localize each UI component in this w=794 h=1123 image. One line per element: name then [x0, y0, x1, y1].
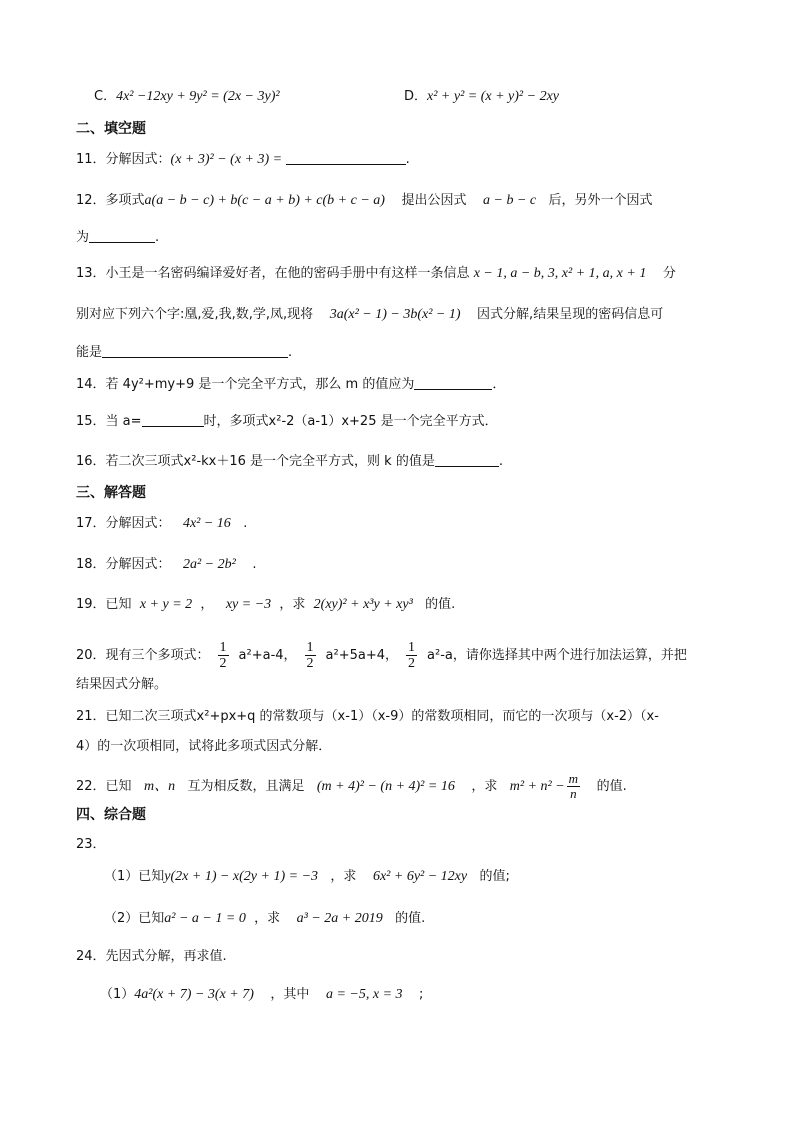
math-expression: 4x² −12xy + 9y² = (2x − 3y)² — [116, 89, 280, 104]
question-text: 23． — [76, 837, 106, 852]
section-heading: 二、填空题 — [76, 121, 146, 137]
question-text: ， — [192, 597, 226, 612]
text-line — [76, 150, 410, 169]
question-text: 的值. — [382, 911, 426, 926]
text-line — [76, 412, 498, 431]
question-text: 后，另外一个因式 — [536, 193, 653, 208]
q20-fraction-3 — [406, 640, 417, 671]
math-expression: y(2x + 1) − x(2y + 1) = −3 — [164, 869, 319, 884]
q20-fraction-2 — [305, 640, 316, 671]
math-expression: 2(xy)² + x³y + xy³ — [313, 597, 413, 612]
question-text: ; — [402, 987, 424, 1002]
text-line — [76, 484, 146, 503]
math-expression: 3a(x² − 1) − 3b(x² − 1) — [329, 307, 461, 322]
text-line — [76, 375, 505, 394]
text-line — [76, 708, 659, 726]
q22-mid2: ，求 — [454, 778, 510, 794]
section-heading: 三、解答题 — [76, 485, 146, 501]
answer-blank — [414, 375, 492, 390]
text-line — [76, 836, 106, 854]
question-text: 18．分解因式： — [76, 557, 183, 572]
text-line — [76, 738, 331, 756]
text-line — [100, 986, 423, 1004]
text-line — [76, 228, 159, 247]
math-expression: x + y = 2 — [139, 597, 193, 612]
text-line — [76, 556, 256, 574]
text-line — [76, 806, 146, 825]
math-expression: a³ − 2a + 2019 — [296, 911, 383, 926]
math-expression: a(a − b − c) + b(c − a + b) + c(b + c − a) — [144, 193, 385, 208]
text-line — [76, 192, 653, 210]
question-text: 17．分解因式： — [76, 516, 183, 531]
math-expression: a = −5, x = 3 — [325, 987, 403, 1002]
text-line — [76, 676, 167, 694]
section-heading: 四、综合题 — [76, 807, 146, 823]
q22-equation: (m + 4)² − (n + 4)² = 16 — [316, 778, 455, 794]
q20-prefix: 20．现有三个多项式： — [76, 647, 210, 663]
question-text: 能是 — [76, 345, 103, 360]
question-text: ，求 — [271, 597, 314, 612]
math-expression: 2a² − 2b² — [182, 557, 236, 572]
question-text: ，其中 — [253, 987, 326, 1002]
question-text: . — [155, 230, 160, 245]
text-line — [76, 452, 503, 471]
question-text: 19．已知 — [76, 597, 140, 612]
math-expression: x² + y² = (x + y)² − 2xy — [427, 89, 560, 104]
question-text: （1）已知 — [104, 869, 165, 884]
q22-fraction — [567, 772, 580, 801]
question-text: 提出公因式 — [384, 193, 484, 208]
answer-blank — [435, 452, 499, 467]
q22-expression: m² + n² − — [509, 778, 565, 794]
q20-frac2-num: 1 — [306, 640, 314, 655]
math-expression: 4a²(x + 7) − 3(x + 7) — [134, 987, 254, 1002]
math-expression: (x + 3)² − (x + 3) = — [170, 152, 286, 167]
text-line — [76, 343, 292, 362]
question-text: 为 — [76, 230, 90, 245]
question-text: 14．若 4y²+my+9 是一个完全平方式，那么 m 的值应为 — [76, 377, 415, 392]
question-text: 结果因式分解。 — [76, 677, 168, 692]
text-line — [76, 265, 676, 283]
q22-mid: 互为相反数，且满足 — [175, 778, 317, 794]
text-line — [404, 88, 559, 106]
question-text: 13．小王是一名密码编译爱好者，在他的密码手册中有这样一条信息 — [76, 266, 474, 281]
math-expression: x − 1, a − b, 3, x² + 1, a, x + 1 — [473, 266, 647, 281]
text-line — [76, 120, 146, 139]
question-text: ． — [492, 377, 506, 392]
question-text: 11．分解因式： — [76, 152, 171, 167]
text-line — [76, 515, 247, 533]
question-text: 4）的一次项相同，试将此多项式因式分解． — [76, 739, 332, 754]
question-text: . — [288, 345, 293, 360]
q20-after-3: a²-a，请你选择其中两个进行加法运算，并把 — [427, 647, 687, 663]
math-expression: 4x² − 16 — [182, 516, 231, 531]
q20-frac3-num: 1 — [408, 640, 416, 655]
question-text: . — [498, 454, 503, 469]
q20-after-1: a²+a-4， — [238, 647, 297, 663]
answer-blank — [286, 150, 406, 165]
q22-frac-den: n — [570, 786, 577, 801]
q22-suffix: 的值. — [580, 778, 627, 794]
question-text: 12．多项式 — [76, 193, 145, 208]
question-text: 16．若二次三项式x²-kx＋16 是一个完全平方式，则 k 的值是 — [76, 454, 435, 469]
answer-blank — [102, 343, 288, 358]
question-text: 的值; — [467, 869, 510, 884]
text-line — [104, 868, 510, 886]
q20-frac2-den: 2 — [306, 656, 314, 671]
question-22 — [76, 772, 627, 801]
question-text: D． — [404, 89, 428, 104]
question-text: ，求 — [245, 911, 297, 926]
question-text: （1） — [100, 987, 135, 1002]
q20-frac3-den: 2 — [408, 656, 416, 671]
answer-blank — [89, 228, 155, 243]
q20-fraction-1 — [218, 640, 229, 671]
question-text: 因式分解,结果呈现的密码信息可 — [460, 307, 664, 322]
question-text: ，求 — [318, 869, 373, 884]
q22-frac-num: m — [568, 771, 579, 786]
text-line — [76, 596, 455, 614]
math-expression: a² − a − 1 = 0 — [164, 911, 246, 926]
question-20 — [76, 640, 687, 671]
question-text: . — [230, 516, 248, 531]
question-text: 21．已知二次三项式x²+px+q 的常数项与（x-1）（x-9）的常数项相同，而它的一次项与（x-2）（x- — [76, 709, 659, 724]
question-text: 分 — [646, 266, 676, 281]
q20-after-2: a²+5a+4， — [325, 647, 399, 663]
q22-prefix: 22．已知 — [76, 778, 144, 794]
text-line — [104, 910, 425, 928]
question-text: . — [235, 557, 257, 572]
question-text: 时，多项式x²-2（a-1）x+25 是一个完全平方式． — [203, 414, 498, 429]
math-expression: a − b − c — [483, 193, 537, 208]
text-line — [94, 88, 280, 106]
question-text: 别对应下列六个字:凰,爱,我,数,学,凤,现将 — [76, 307, 330, 322]
question-text: 24．先因式分解，再求值. — [76, 949, 227, 964]
question-text: 的值. — [412, 597, 456, 612]
q20-frac1-den: 2 — [219, 656, 227, 671]
question-text: （2）已知 — [104, 911, 165, 926]
question-text: 15．当 a= — [76, 414, 142, 429]
question-text: . — [405, 152, 410, 167]
answer-blank — [142, 412, 204, 427]
q20-frac1-num: 1 — [219, 640, 227, 655]
question-text: C． — [94, 89, 117, 104]
math-expression: 6x² + 6y² − 12xy — [372, 869, 468, 884]
text-line — [76, 306, 663, 324]
q22-mn: m、n — [143, 778, 176, 794]
math-expression: xy = −3 — [225, 597, 272, 612]
text-line — [76, 948, 227, 966]
